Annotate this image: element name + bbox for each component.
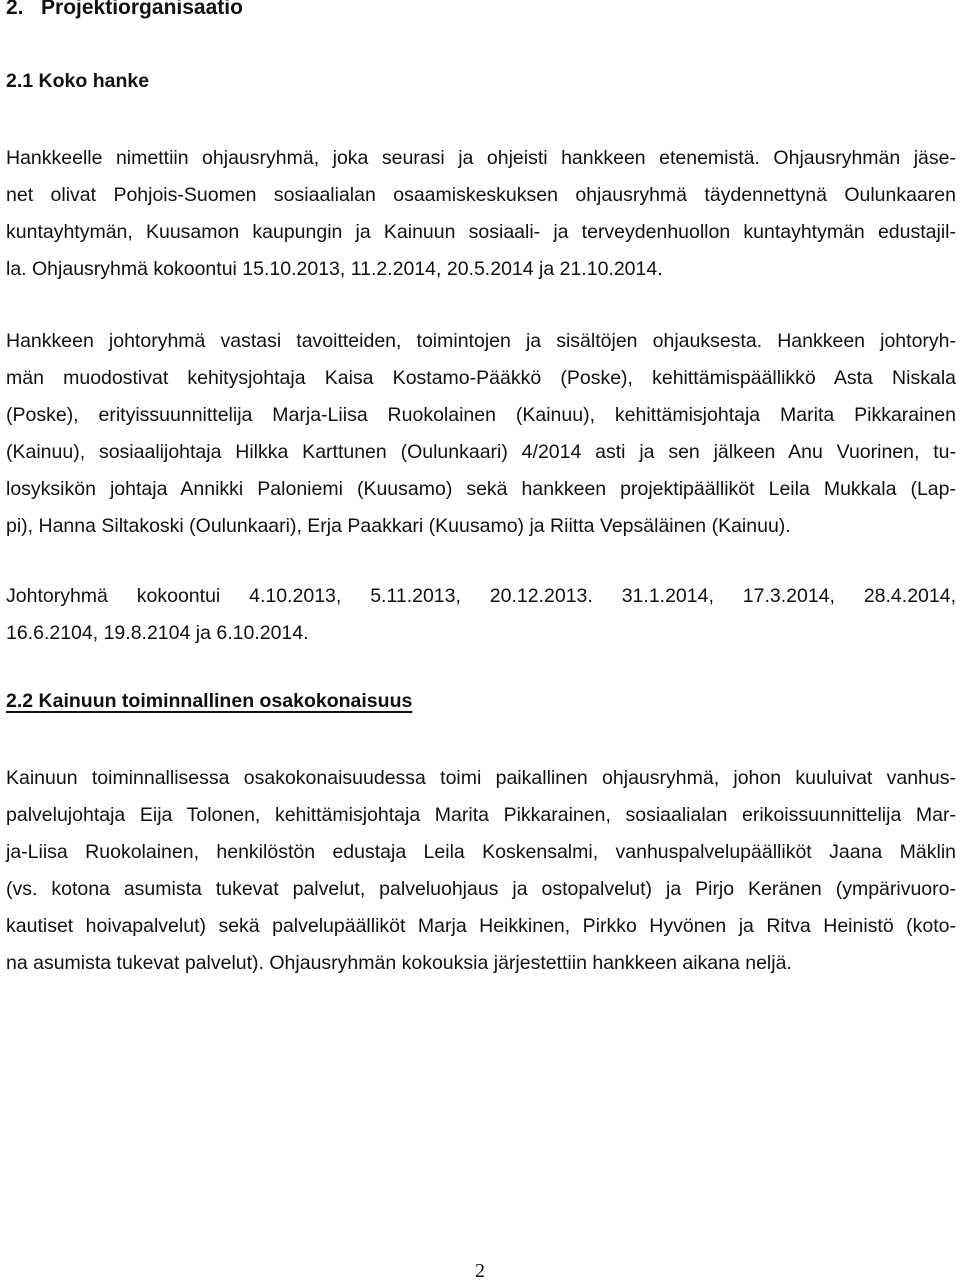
section-number: 2. xyxy=(6,0,24,19)
text-line: la. Ohjausryhmä kokoontui 15.10.2013, 11.2.2014, 20.5.2014 ja 21.10.2014. xyxy=(6,258,663,280)
paragraph-kainuu-group xyxy=(6,760,956,982)
text-line: palvelujohtaja Eija Tolonen, kehittämisjohtaja Marita Pikkarainen, sosiaalialan erikoissuunnittelija Mar- xyxy=(6,804,956,826)
section-title: Projektiorganisaatio xyxy=(41,0,243,19)
text-line: pi), Hanna Siltakoski (Oulunkaari), Erja Paakkari (Kuusamo) ja Riitta Vepsäläinen (Kainuu). xyxy=(6,515,791,537)
text-line: (vs. kotona asumista tukevat palvelut, palveluohjaus ja ostopalvelut) ja Pirjo Keränen (ympärivuoro- xyxy=(6,878,956,900)
text-line: Kainuun toiminnallisessa osakokonaisuudessa toimi paikallinen ohjausryhmä, johon kuuluivat vanhus- xyxy=(6,767,956,789)
subsection-heading-2-1: 2.1 Koko hanke xyxy=(6,70,150,92)
text-line: na asumista tukevat palvelut). Ohjausryhmän kokouksia järjestettiin hankkeen aikana neljä. xyxy=(6,952,792,974)
text-line: Johtoryhmä kokoontui 4.10.2013, 5.11.2013, 20.12.2013. 31.1.2014, 17.3.2014, 28.4.2014, xyxy=(6,585,956,607)
paragraph-management-group xyxy=(6,323,956,545)
text-line: kautiset hoivapalvelut) sekä palvelupäälliköt Marja Heikkinen, Pirkko Hyvönen ja Ritva Heinistö (koto- xyxy=(6,915,956,937)
text-line: losyksikön johtaja Annikki Paloniemi (Kuusamo) sekä hankkeen projektipäälliköt Leila Mukkala (Lap- xyxy=(6,478,956,500)
paragraph-meeting-dates xyxy=(6,578,956,652)
text-line: (Poske), erityissuunnittelija Marja-Liisa Ruokolainen (Kainuu), kehittämisjohtaja Marita Pikkarainen xyxy=(6,404,956,426)
text-line: ja-Liisa Ruokolainen, henkilöstön edustaja Leila Koskensalmi, vanhuspalvelupäälliköt Jaana Mäklin xyxy=(6,841,956,863)
text-line: Hankkeelle nimettiin ohjausryhmä, joka seurasi ja ohjeisti hankkeen etenemistä. Ohjausryhmän jäse- xyxy=(6,147,956,169)
text-line: (Kainuu), sosiaalijohtaja Hilkka Karttunen (Oulunkaari) 4/2014 asti ja sen jälkeen Anu Vuorinen, tu- xyxy=(6,441,956,463)
subsection-heading-2-2: 2.2 Kainuun toiminnallinen osakokonaisuus xyxy=(6,690,413,712)
page-number: 2 xyxy=(475,1260,485,1282)
paragraph-steering-group xyxy=(6,140,956,288)
text-line: Hankkeen johtoryhmä vastasi tavoitteiden, toimintojen ja sisältöjen ohjauksesta. Hankkeen johtoryh- xyxy=(6,330,956,352)
text-line: män muodostivat kehitysjohtaja Kaisa Kostamo-Pääkkö (Poske), kehittämispäällikkö Asta Niskala xyxy=(6,367,956,389)
text-line: 16.6.2104, 19.8.2104 ja 6.10.2014. xyxy=(6,622,309,644)
text-line: net olivat Pohjois-Suomen sosiaalialan osaamiskeskuksen ohjausryhmä täydennettynä Oulunkaaren xyxy=(6,184,956,206)
text-line: kuntayhtymän, Kuusamon kaupungin ja Kainuun sosiaali- ja terveydenhuollon kuntayhtymän edustajil- xyxy=(6,221,956,243)
section-heading xyxy=(6,0,243,20)
